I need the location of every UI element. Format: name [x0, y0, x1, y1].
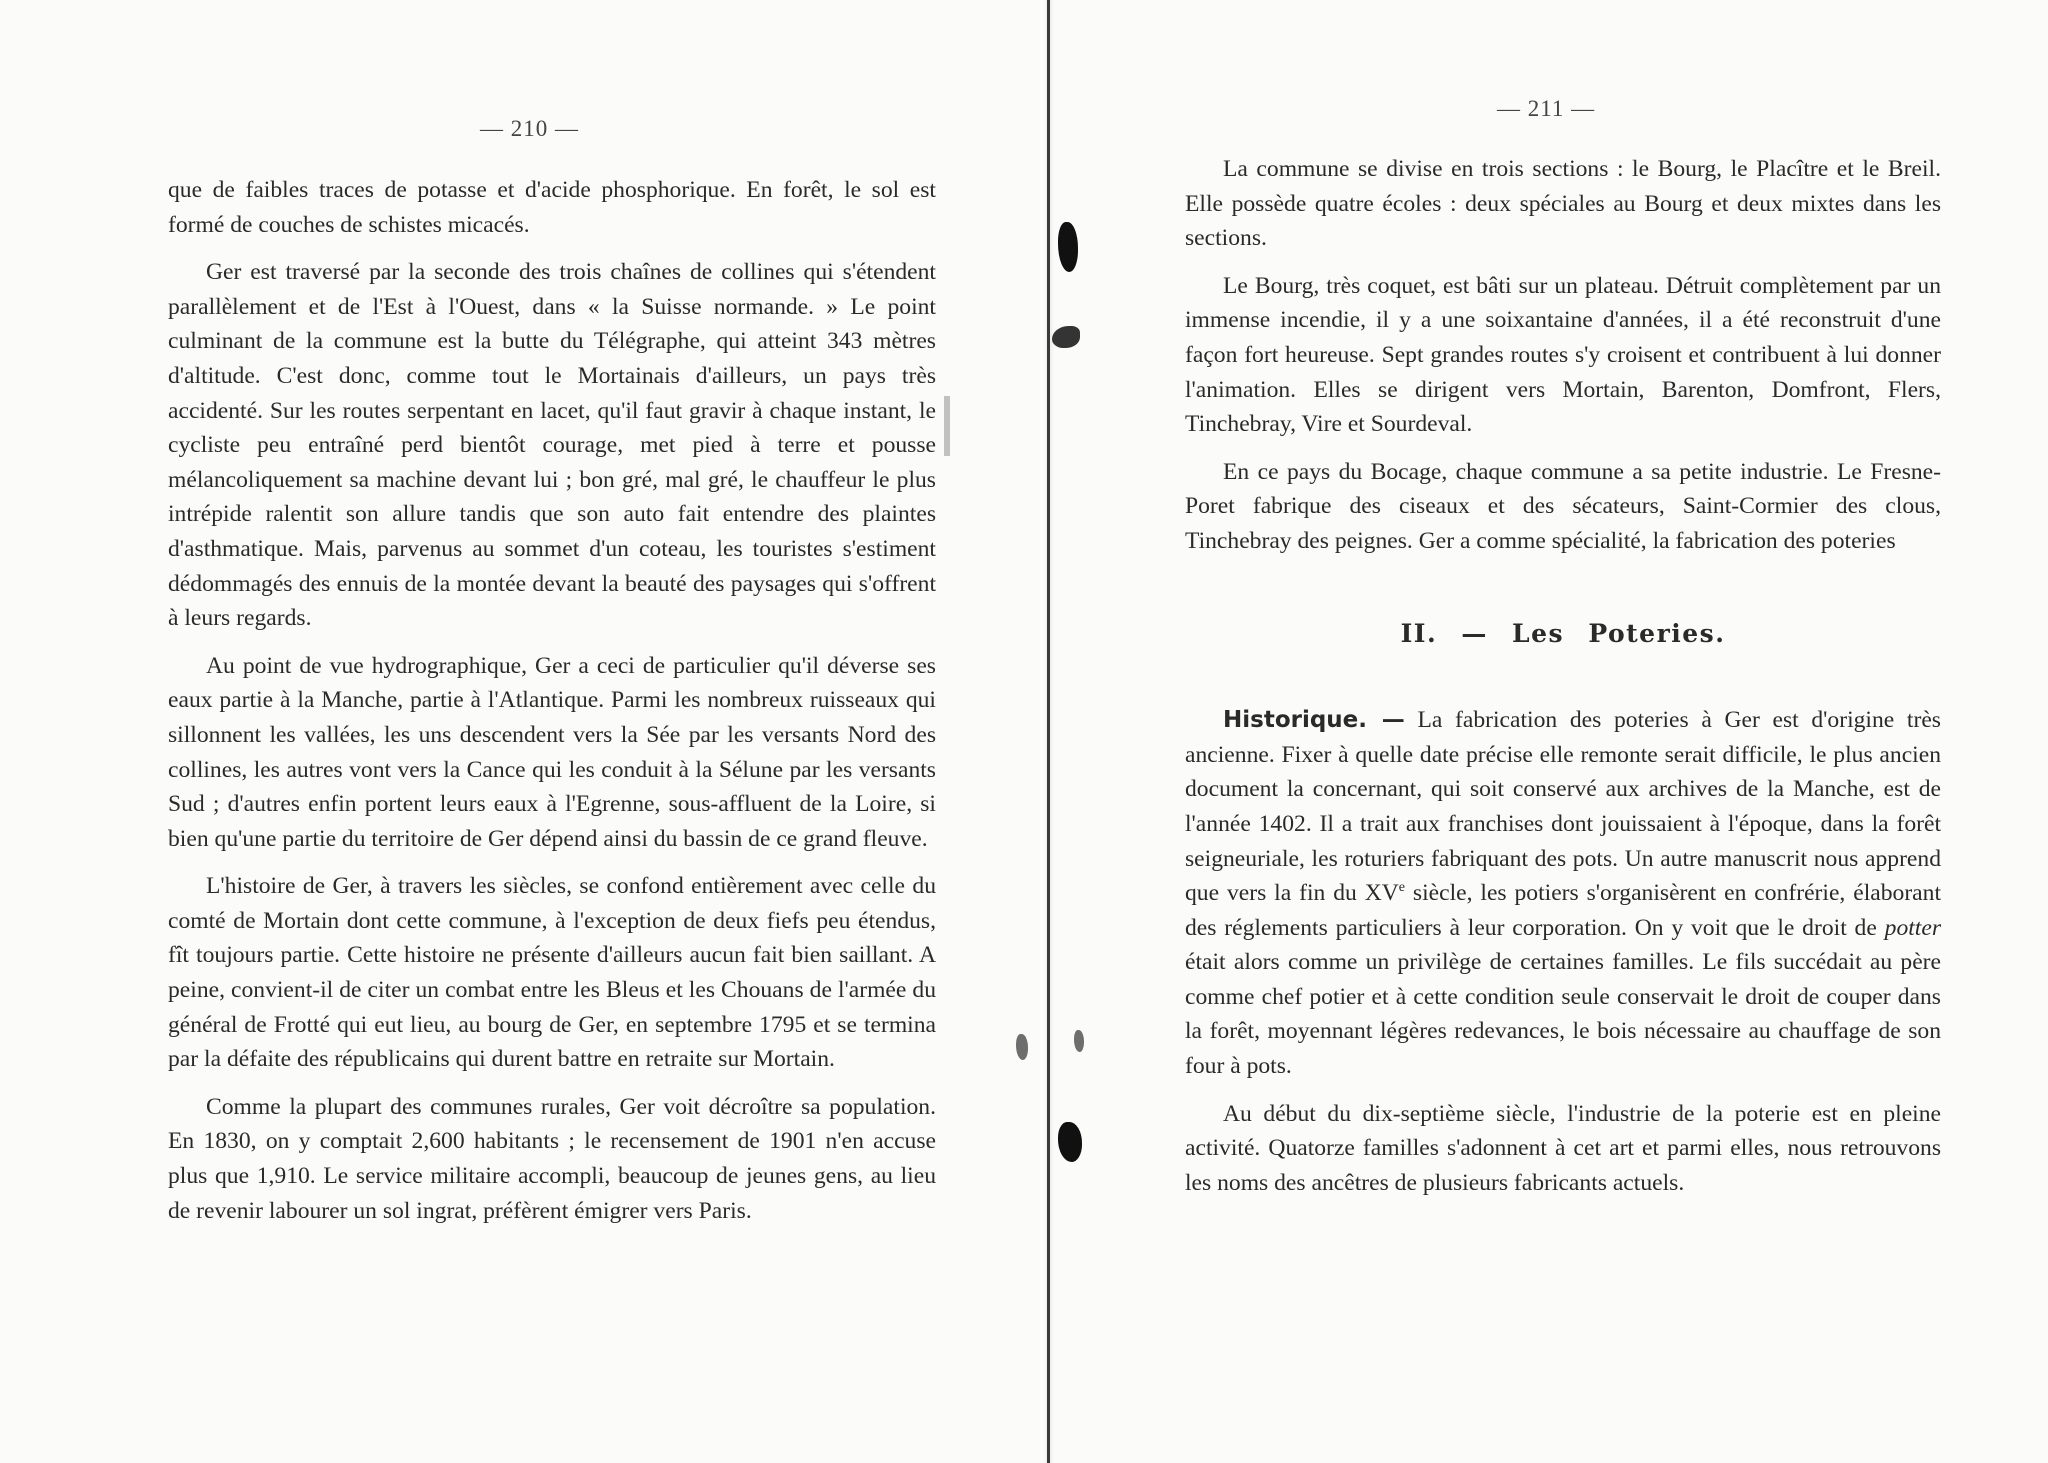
paragraph: Le Bourg, très coquet, est bâti sur un plateau. Détruit complètement par un immense incendie, il y a une soixantaine d'années, il a été reconstruit d'une façon fort heureuse. Sept grandes routes s'y croisent et contribuent à lui donner l'animation. Elles se dirigent vers Mortain, Barenton, Domfront, Flers, Tinchebray, Vire et Sourdeval. — [1185, 272, 1941, 438]
italic-word: potter — [1884, 914, 1941, 941]
left-page — [168, 0, 936, 1463]
paragraph: que de faibles traces de potasse et d'acide phosphorique. En forêt, le sol est formé de couches de schistes micacés. — [168, 177, 936, 238]
paragraph-text: La fabrication des poteries à Ger est d'origine très ancienne. Fixer à quelle date précise elle remonte serait difficile, le plus ancien document la concernant, qui soit conservé aux archives de la Manche, est de l'année 1402. Il a trait aux franchises dont jouissaient à l'époque, dans la forêt seigneuriale, les roturiers fabriquant des pots. Un autre manuscrit nous apprend que vers la fin du XV — [1185, 707, 1941, 907]
binding-mark — [1016, 1034, 1028, 1060]
section-heading: II. — Les Poteries. — [1400, 618, 1726, 648]
paragraph: Ger est traversé par la seconde des trois chaînes de collines qui s'étendent parallèlement et de l'Est à l'Ouest, dans « la Suisse normande. » Le point culminant de la commune est la butte du Télégraphe, qui atteint 343 mètres d'altitude. C'est donc, comme tout le Mortainais d'ailleurs, un pays très accidenté. Sur les routes serpentant en lacet, qu'il faut gravir à chaque instant, le cycliste peu entraîné perd bientôt courage, met pied à terre et pousse mélancoliquement sa machine devant lui ; bon gré, mal gré, le chauffeur le plus intrépide ralentit son allure tandis que son auto fait entendre des plaintes d'asthmatique. Mais, parvenus au sommet d'un coteau, les touristes s'estiment dédommagés des ennuis de la montée devant la beauté des paysages qui s'offrent à leurs regards. — [168, 259, 936, 632]
right-page-body — [1185, 152, 1941, 1213]
page-number: — 210 — — [480, 116, 579, 141]
margin-smudge — [944, 396, 950, 456]
century-superscript: e — [1398, 880, 1405, 896]
historique-paragraph — [1185, 703, 1941, 1084]
binding-mark — [1058, 1122, 1082, 1162]
paragraph: La commune se divise en trois sections : le Bourg, le Placître et le Breil. Elle possède quatre écoles : deux spéciales au Bourg et deux mixtes dans les sections. — [1185, 156, 1941, 252]
paragraph: Au point de vue hydrographique, Ger a ceci de particulier qu'il déverse ses eaux partie à la Manche, partie à l'Atlantique. Parmi les nombreux ruisseaux qui sillonnent les vallées, les uns descendent vers la Sée par les versants Nord des collines, les autres vont vers la Cance qui les conduit à la Sélune par les versants Sud ; d'autres enfin portent leurs eaux à l'Egrenne, sous-affluent de la Loire, si bien qu'une partie du territoire de Ger dépend ainsi du bassin de ce grand fleuve. — [168, 652, 936, 852]
run-in-heading: Historique. — — [1223, 707, 1405, 734]
paragraph-text: siècle, les potiers s'organisèrent en confrérie, élaborant des réglements particuliers à leur corporation. On y voit que le droit de — [1185, 880, 1942, 941]
paragraph: Au début du dix-septième siècle, l'industrie de la poterie est en pleine activité. Quatorze familles s'adonnent à cet art et parmi elles, nous retrouvons les noms des ancêtres de plusieurs fabricants actuels. — [1185, 1100, 1941, 1196]
paragraph: Comme la plupart des communes rurales, Ger voit décroître sa population. En 1830, on y comptait 2,600 habitants ; le recensement de 1901 n'en accuse plus que 1,910. Le service militaire accompli, beaucoup de jeunes gens, au lieu de revenir labourer un sol ingrat, préfèrent émigrer vers Paris. — [168, 1093, 936, 1224]
binding-mark — [1074, 1030, 1084, 1052]
left-page-body — [168, 173, 936, 1241]
book-gutter — [1047, 0, 1050, 1463]
page-number: — 211 — — [1497, 96, 1596, 121]
right-page — [1185, 0, 1941, 1463]
binding-mark — [1058, 222, 1078, 272]
paragraph-text: était alors comme un privilège de certaines familles. Le fils succédait au père comme chef potier et à cette condition seule conservait le droit de couper dans la forêt, moyennant légères redevances, le bois nécessaire au chauffage de son four à pots. — [1185, 949, 1941, 1080]
binding-mark — [1052, 326, 1080, 348]
paragraph: En ce pays du Bocage, chaque commune a sa petite industrie. Le Fresne-Poret fabrique des ciseaux et des sécateurs, Saint-Cormier des clous, Tinchebray des peignes. Ger a comme spécialité, la fabrication des poteries — [1185, 458, 1941, 554]
paragraph: L'histoire de Ger, à travers les siècles, se confond entièrement avec celle du comté de Mortain dont cette commune, à l'exception de deux fiefs peu étendus, fît toujours partie. Cette histoire ne présente d'ailleurs aucun fait bien saillant. A peine, convient-il de citer un combat entre les Bleus et les Chouans de l'armée du général de Frotté qui eut lieu, au bourg de Ger, en septembre 1795 et se termina par la défaite des républicains qui durent battre en retraite sur Mortain. — [168, 873, 936, 1073]
